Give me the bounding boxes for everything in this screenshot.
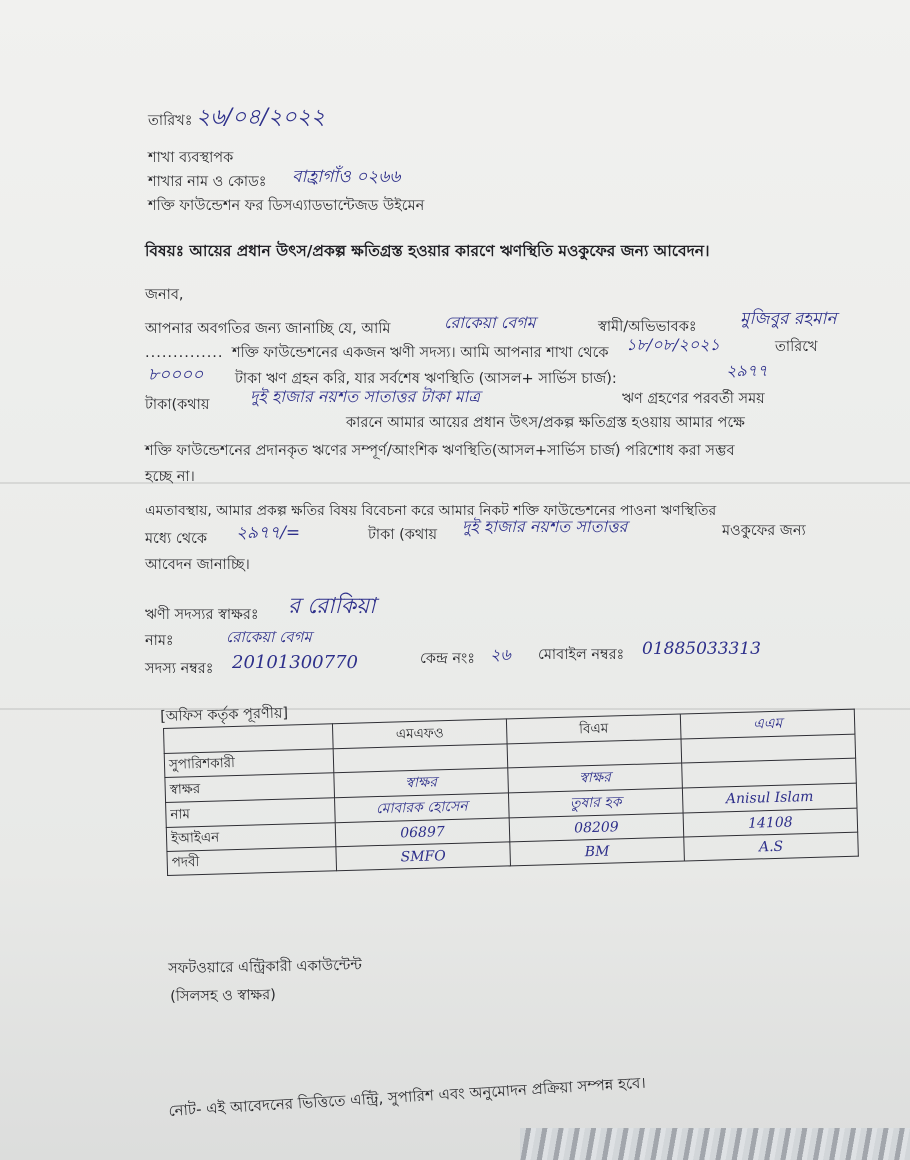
table-cell: 08209 xyxy=(509,813,684,842)
member-number-value: 20101300770 xyxy=(232,652,358,673)
date-value: ২৬/০৪/২০২২ xyxy=(196,105,326,130)
body-line-5: কারনে আমার আয়ের প্রধান উৎস/প্রকল্প ক্ষতিগ্রস্ত হওয়ায় আমার পক্ষে xyxy=(346,415,745,431)
body-p2-line-1: এমতাবস্থায়, আমার প্রকল্প ক্ষতির বিষয় বিবেচনা করে আমার নিকট শক্তি ফাউন্ডেশনের পাওনা ঋণস্থিতির xyxy=(145,503,717,519)
table-header-cell: এএম xyxy=(680,709,855,739)
table-cell: A.S xyxy=(684,832,859,861)
accountant-title: সফটওয়ারে এন্ট্রিকারী একাউন্টেন্ট xyxy=(168,957,362,977)
body-p2-line-2-prefix: মধ্যে থেকে xyxy=(145,531,208,547)
body-line-6: শক্তি ফাউন্ডেশনের প্রদানকৃত ঋণের সম্পূর্ণ/আংশিক ঋণস্থিতি(আসল+সার্ভিস চার্জ) পরিশোধ করা সম্ভব xyxy=(145,443,735,459)
row-label: স্বাক্ষর xyxy=(165,773,335,803)
body-p2-line-2-suffix: মওকুফের জন্য xyxy=(722,523,806,539)
row-label: নাম xyxy=(166,798,336,828)
mobile-label: মোবাইল নম্বরঃ xyxy=(538,647,625,663)
row-label: ইআইএন xyxy=(166,823,336,852)
waive-amount-handwritten: ২৯৭৭/= xyxy=(236,523,301,543)
member-name-handwritten: রোকেয়া বেগম xyxy=(444,313,536,332)
member-signature-label: ঋণী সদস্যর স্বাক্ষরঃ xyxy=(145,607,259,623)
footer-note: নোট- এই আবেদনের ভিত্তিতে এন্ট্রি, সুপারিশ এবং অনুমোদন প্রক্রিয়া সম্পন্ন হবে। xyxy=(168,1073,647,1120)
branch-value: বাহ্রাগাঁও ০২৬৬ xyxy=(292,167,401,187)
loan-amount-handwritten: ৮০০০০ xyxy=(148,365,204,385)
member-name-label: নামঃ xyxy=(145,633,174,649)
table-header-cell: বিএম xyxy=(506,714,681,744)
member-signature: র রোকিয়া xyxy=(288,594,376,619)
table-cell: Anisul Islam xyxy=(682,783,857,813)
salutation: জনাব, xyxy=(145,287,184,303)
body-line-7: হচ্ছে না। xyxy=(145,469,195,485)
member-name-value: রোকেয়া বেগম xyxy=(226,628,312,646)
dotted-blank: .............. xyxy=(145,345,224,361)
body-p2-line-2-mid: টাকা (কথায় xyxy=(368,527,438,543)
date-suffix: তারিখে xyxy=(775,339,818,355)
balance-words-handwritten: দুই হাজার নয়শত সাতাত্তর টাকা মাত্র xyxy=(250,387,480,406)
center-number-label: কেন্দ্র নংঃ xyxy=(420,651,475,667)
table-cell: তুষার হক xyxy=(508,788,683,818)
body-line-4-suffix: ঋণ গ্রহণের পরবর্তী সময় xyxy=(622,391,765,407)
body-line-1: আপনার অবগতির জন্য জানাচ্ছি যে, আমি xyxy=(145,321,391,337)
guardian-name-handwritten: মুজিবুর রহমান xyxy=(740,309,837,329)
table-cell: 06897 xyxy=(335,818,510,847)
table-cell: SMFO xyxy=(336,842,511,871)
table-header-cell: এমএফও xyxy=(332,719,507,749)
background-object xyxy=(520,1128,910,1160)
paper-fold xyxy=(0,482,910,484)
table-cell: স্বাক্ষর xyxy=(334,768,509,798)
body-line-2: শক্তি ফাউন্ডেশনের একজন ঋণী সদস্য। আমি আপনার শাখা থেকে xyxy=(232,345,609,361)
recipient-title: শাখা ব্যবস্থাপক xyxy=(148,150,234,166)
office-use-table xyxy=(163,709,859,876)
row-label: পদবী xyxy=(167,847,337,876)
body-p2-line-3: আবেদন জানাচ্ছি। xyxy=(145,557,250,573)
body-line-3: টাকা ঋণ গ্রহন করি, যার সর্বশেষ ঋণস্থিতি (আসল+ সার্ভিস চার্জ): xyxy=(235,371,617,387)
loan-date-handwritten: ১৮/০৮/২০২১ xyxy=(626,335,720,354)
office-caption: [অফিস কর্তৃক পূরণীয়] xyxy=(160,705,289,725)
paper-fold xyxy=(0,708,910,710)
member-number-label: সদস্য নম্বরঃ xyxy=(145,661,214,677)
mobile-value: 01885033313 xyxy=(642,639,761,659)
accountant-seal-note: (সিলসহ ও স্বাক্ষর) xyxy=(170,987,276,1005)
subject-line: বিষয়ঃ আয়ের প্রধান উৎস/প্রকল্প ক্ষতিগ্রস্ত হওয়ার কারণে ঋণস্থিতি মওকুফের জন্য আবেদন। xyxy=(145,242,710,260)
date-label: তারিখঃ xyxy=(148,113,193,129)
balance-handwritten: ২৯৭৭ xyxy=(726,361,768,380)
table-cell: মোবারক হোসেন xyxy=(335,793,510,823)
table-cell: BM xyxy=(510,837,685,866)
foundation-name: শক্তি ফাউন্ডেশন ফর ডিসএ্যাডভান্টেজড উইমেন xyxy=(148,198,425,214)
body-line-4-prefix: টাকা(কথায় xyxy=(145,397,210,413)
table-cell: স্বাক্ষর xyxy=(508,763,683,793)
branch-label: শাখার নাম ও কোডঃ xyxy=(148,174,267,190)
table-cell: 14108 xyxy=(683,808,858,837)
waive-words-handwritten: দুই হাজার নয়শত সাতাত্তর xyxy=(462,517,628,536)
guardian-label: স্বামী/অভিভাবকঃ xyxy=(598,319,697,335)
row-label: সুপারিশকারী xyxy=(164,749,334,778)
center-number-value: ২৬ xyxy=(490,645,511,664)
